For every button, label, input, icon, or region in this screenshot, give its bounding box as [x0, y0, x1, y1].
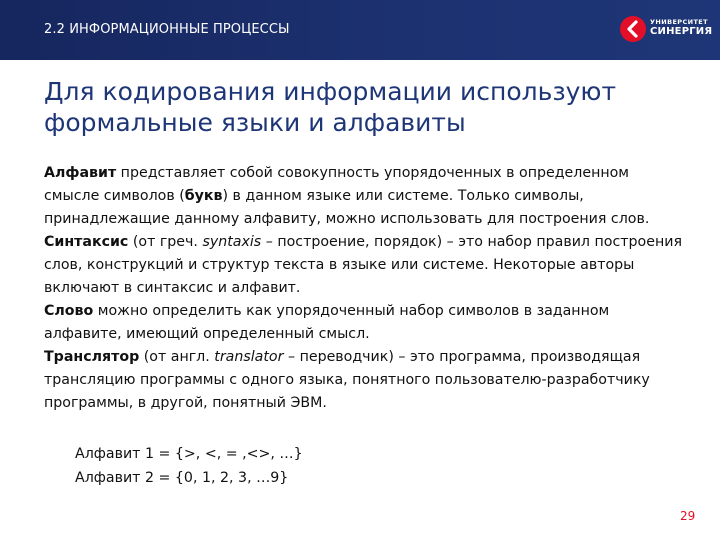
syntax-foreign-word: syntaxis	[202, 234, 262, 250]
term-word: Слово	[44, 303, 94, 319]
content-body	[44, 162, 684, 415]
translator-text-1: (от англ.	[139, 349, 215, 365]
header-bar	[0, 0, 720, 60]
logo-text-synergy: СИНЕРГИЯ	[650, 26, 713, 37]
logo-text-university: УНИВЕРСИТЕТ	[650, 18, 708, 26]
alphabet-text-2: ) в данном языке или системе. Только символы, принадлежащие данному алфавиту, можно использовать для построения слов.	[44, 188, 650, 227]
page-number: 29	[680, 509, 696, 523]
term-alphabet: Алфавит	[44, 165, 117, 181]
word-text: можно определить как упорядоченный набор символов в заданном алфавите, имеющий определенный смысл.	[44, 303, 610, 342]
syntax-text-2: – построение, порядок) – это набор правил построения слов, конструкций и структур текста в языке или системе. Некоторые авторы включают в синтаксис и алфавит.	[44, 234, 682, 296]
section-title: 2.2 ИНФОРМАЦИОННЫЕ ПРОЦЕССЫ	[44, 22, 290, 37]
term-translator: Транслятор	[44, 349, 140, 365]
example-alphabet-1: Алфавит 1 = {>, <, = ,<>, …}	[75, 446, 303, 462]
translator-foreign-word: translator	[214, 349, 284, 365]
syntax-text-1: (от греч.	[128, 234, 203, 250]
paragraph-syntax	[44, 231, 684, 300]
bold-word-letters: букв	[184, 188, 223, 204]
university-logo	[620, 14, 713, 46]
slide-title: Для кодирования информации используют формальные языки и алфавиты	[44, 77, 617, 137]
paragraph-translator	[44, 346, 684, 415]
alphabet-text-1: представляет собой совокупность упорядоченных в определенном смысле символов (	[44, 165, 630, 204]
example-alphabet-2: Алфавит 2 = {0, 1, 2, 3, …9}	[75, 470, 289, 486]
term-syntax: Синтаксис	[44, 234, 129, 250]
alphabet-examples	[75, 442, 303, 490]
paragraph-alphabet	[44, 162, 684, 231]
translator-text-2: – переводчик) – это программа, производящая трансляцию программы с одного языка, понятного пользователю-разработчику программы, в другой, понятный ЭВМ.	[44, 349, 650, 411]
paragraph-word	[44, 300, 684, 346]
synergy-logo-icon	[620, 16, 646, 42]
